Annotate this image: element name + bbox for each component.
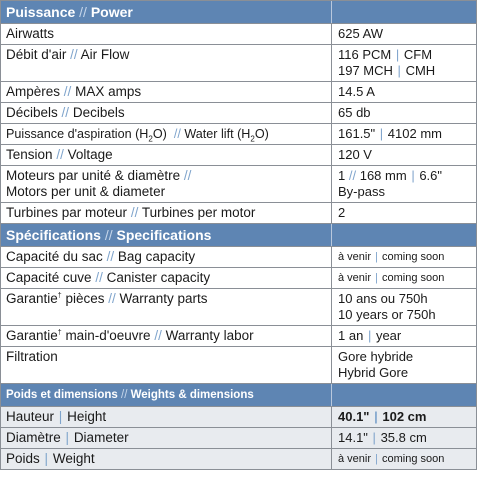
row-airwatts [1,23,476,44]
row-turbines [1,202,476,223]
row-diameter [1,427,476,448]
row-value: 1 // 168 mm | 6.6" By-pass [338,168,443,199]
row-value: à venir | coming soon [338,251,445,263]
row-weight [1,448,476,469]
row-water-lift [1,123,476,144]
header-en: Power [90,4,133,20]
row-voltage [1,144,476,165]
header-fr: Poids et dimensions [6,389,118,401]
row-label: Turbines par moteur // Turbines per motor [1,203,332,223]
row-value: 40.1" | 102 cm [338,409,427,424]
row-airflow [1,44,476,81]
row-value: Gore hybride Hybrid Gore [338,349,414,380]
row-value: à venir | coming soon [338,453,445,465]
row-label: Moteurs par unité & diamètre // Motors per unit & diameter [1,166,332,202]
row-value: 161.5" | 4102 mm [338,126,442,141]
header-en: Weights & dimensions [130,389,254,401]
row-canister-capacity [1,267,476,288]
row-label: Capacité du sac // Bag capacity [1,247,332,267]
row-label: Décibels // Decibels [1,103,332,123]
row-value: 120 V [338,147,372,162]
row-value: 65 db [338,105,371,120]
row-label: Garantie† pièces // Warranty parts [1,289,332,325]
row-warranty-labor [1,325,476,346]
section-header-specifications [1,223,476,246]
row-value: 14.1" | 35.8 cm [338,430,427,445]
row-label: Garantie† main-d'oeuvre // Warranty labor [1,326,332,346]
section-header-dimensions [1,383,476,406]
header-fr: Spécifications [6,227,101,243]
row-decibels [1,102,476,123]
row-value: 116 PCM | CFM 197 MCH | CMH [338,47,436,78]
section-header-power [1,1,476,23]
row-height [1,406,476,427]
row-label: Tension // Voltage [1,145,332,165]
row-motors [1,165,476,202]
separator: // [79,4,87,20]
row-amps [1,81,476,102]
row-label: Ampères // MAX amps [1,82,332,102]
row-value: 1 an | year [338,328,402,343]
row-label: Débit d'air // Air Flow [1,45,332,81]
separator: // [104,227,113,243]
row-value: 625 AW [338,26,384,41]
row-label: Puissance d'aspiration $(H_2O)$ // Water lift $(H_2O)$ [1,124,332,144]
row-filtration [1,346,476,383]
row-value: 2 [338,205,346,220]
row-label: Poids | Weight [1,449,332,469]
separator: // [121,389,128,401]
header-fr: Puissance [6,4,76,20]
row-bag-capacity [1,246,476,267]
row-label: Capacité cuve // Canister capacity [1,268,332,288]
row-value: 14.5 A [338,84,375,99]
row-label: Filtration [1,347,332,383]
row-label: Diamètre | Diameter [1,428,332,448]
row-label: Hauteur | Height [1,407,332,427]
row-label: Airwatts [1,24,332,44]
header-en: Specifications [116,227,212,243]
row-value: à venir | coming soon [338,272,445,284]
row-value: 10 ans ou 750h 10 years or 750h [338,291,436,322]
row-warranty-parts [1,288,476,325]
